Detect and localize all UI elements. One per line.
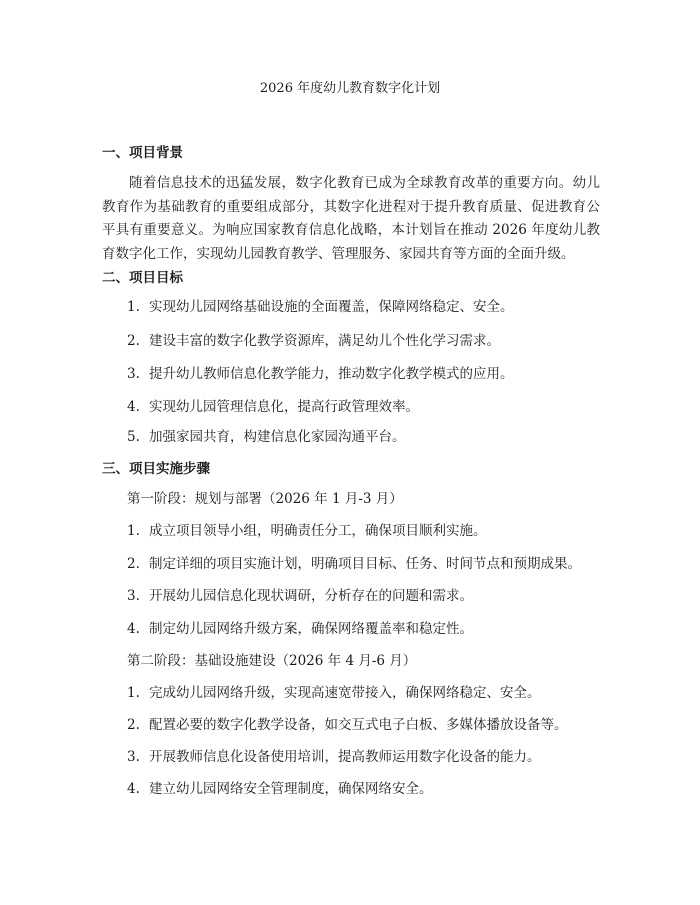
list-item-text: 开展幼儿园信息化现状调研，分析存在的问题和需求。 <box>149 588 473 604</box>
list-item <box>127 748 541 766</box>
list-item <box>127 398 419 416</box>
list-item-text: 制定幼儿园网络升级方案，确保网络覆盖率和稳定性。 <box>149 621 473 637</box>
list-item-text: 提升幼儿教师信息化教学能力，推动数字化教学模式的应用。 <box>149 366 514 382</box>
list-item <box>127 332 500 350</box>
list-item-number: 4. <box>127 621 140 637</box>
list-item <box>127 684 541 702</box>
phase-label: 第二阶段：基础设施建设（2026 年 4 月-6 月） <box>127 653 417 669</box>
list-item-number: 3. <box>127 588 140 604</box>
list-item-text: 完成幼儿园网络升级，实现高速宽带接入，确保网络稳定、安全。 <box>149 685 541 701</box>
list-item <box>127 716 568 734</box>
background-paragraph: 随着信息技术的迅猛发展，数字化教育已成为全球教育改革的重要方向。幼儿教育作为基础教育的重要组成部分，其数字化进程对于提升教育质量、促进教育公平具有重要意义。为响应国家教育信息化战略，本计划旨在推动 2026 年度幼儿教育数字化工作，实现幼儿园教育教学、管理服务、家园共育等方面的全面升级。 <box>102 175 600 262</box>
list-item-number: 3. <box>127 366 140 382</box>
list-item-text: 建设丰富的数字化教学资源库，满足幼儿个性化学习需求。 <box>149 333 500 349</box>
list-item <box>127 620 473 638</box>
section-heading-background: 一、项目背景 <box>102 145 183 161</box>
document-title: 2026 年度幼儿教育数字化计划 <box>259 81 441 96</box>
list-item-text: 实现幼儿园网络基础设施的全面覆盖，保障网络稳定、安全。 <box>149 299 514 315</box>
list-item-number: 1. <box>127 685 140 701</box>
phase-label: 第一阶段：规划与部署（2026 年 1 月-3 月） <box>127 491 403 507</box>
list-item-number: 2. <box>127 556 140 572</box>
list-item-text: 加强家园共育，构建信息化家园沟通平台。 <box>149 429 406 445</box>
list-item <box>127 587 473 605</box>
list-item-text: 配置必要的数字化教学设备，如交互式电子白板、多媒体播放设备等。 <box>149 717 568 733</box>
list-item <box>127 522 487 540</box>
list-item-number: 1. <box>127 523 140 539</box>
list-item-text: 建立幼儿园网络安全管理制度，确保网络安全。 <box>149 781 433 797</box>
list-item-number: 4. <box>127 399 140 415</box>
list-item-text: 制定详细的项目实施计划，明确项目目标、任务、时间节点和预期成果。 <box>149 556 581 572</box>
list-item-number: 1. <box>127 299 140 315</box>
list-item <box>127 428 406 446</box>
list-item <box>127 365 514 383</box>
list-item <box>127 555 581 573</box>
list-item <box>127 298 514 316</box>
list-item-number: 5. <box>127 429 140 445</box>
list-item-number: 2. <box>127 717 140 733</box>
list-item-number: 4. <box>127 781 140 797</box>
list-item <box>127 780 433 798</box>
section-heading-goals: 二、项目目标 <box>102 270 183 286</box>
list-item-number: 2. <box>127 333 140 349</box>
list-item-text: 实现幼儿园管理信息化，提高行政管理效率。 <box>149 399 419 415</box>
list-item-number: 3. <box>127 749 140 765</box>
list-item-text: 成立项目领导小组，明确责任分工，确保项目顺利实施。 <box>149 523 487 539</box>
section-heading-steps: 三、项目实施步骤 <box>102 461 210 477</box>
list-item-text: 开展教师信息化设备使用培训，提高教师运用数字化设备的能力。 <box>149 749 541 765</box>
